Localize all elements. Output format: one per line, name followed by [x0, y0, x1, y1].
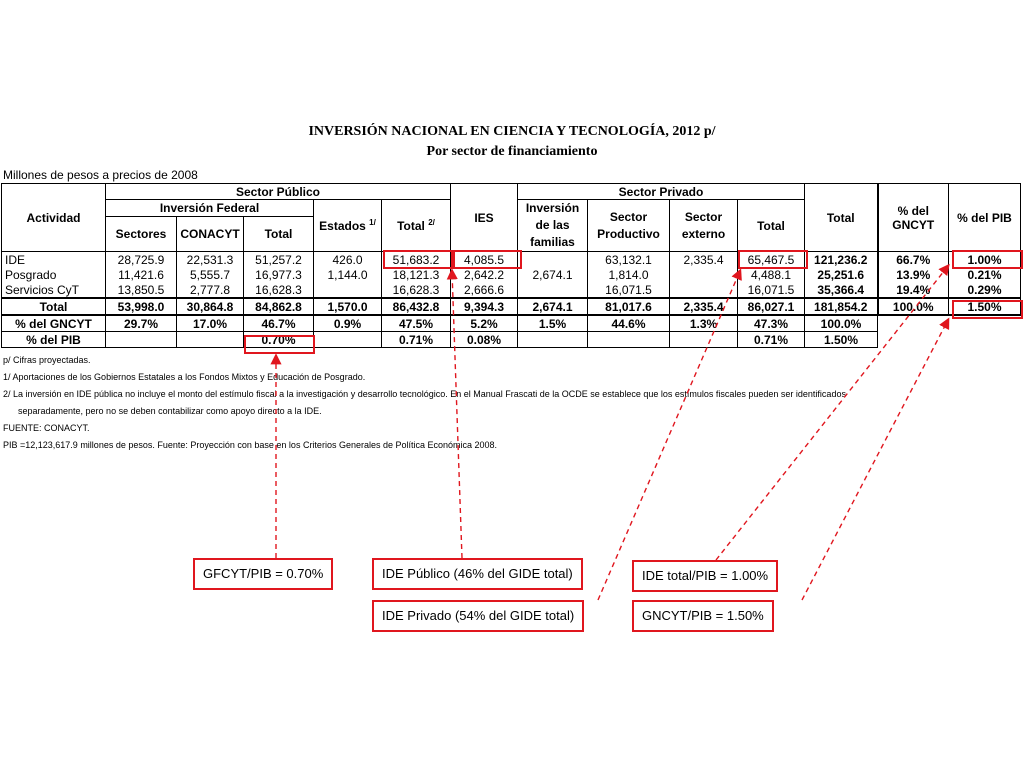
table-cell: 0.08% — [451, 332, 518, 348]
table-cell: 51,257.2 — [244, 252, 314, 268]
table-cell: 0.70% — [244, 332, 314, 348]
row-label-posgrado: Posgrado — [2, 267, 106, 282]
footnote-2-cont: separadamente, pero no se deben contabilizar como apoyo directo a la IDE. — [18, 406, 322, 416]
row-label-pct-gncyt: % del GNCYT — [2, 315, 106, 332]
table-cell: 0.29% — [949, 282, 1021, 298]
table-cell: 47.5% — [382, 315, 451, 332]
table-cell: 2,335.4 — [670, 252, 738, 268]
table-cell: 65,467.5 — [738, 252, 805, 268]
table-cell: 86,027.1 — [738, 298, 805, 315]
header-sector-productivo: Sector Productivo — [588, 200, 670, 252]
header-actividad: Actividad — [2, 184, 106, 252]
table-cell: 35,366.4 — [805, 282, 878, 298]
footnote-1: 1/ Aportaciones de los Gobiernos Estatales a los Fondos Mixtos y Educación de Posgrado. — [3, 372, 366, 382]
table-cell: 16,628.3 — [244, 282, 314, 298]
table-cell: 13,850.5 — [106, 282, 177, 298]
header-total-publico: Total $^{2/}$ — [382, 200, 451, 252]
table-cell: 30,864.8 — [177, 298, 244, 315]
table-cell: 0.71% — [382, 332, 451, 348]
row-label-servicios: Servicios CyT — [2, 282, 106, 298]
header-sector-publico: Sector Público — [106, 184, 451, 200]
header-total-federal: Total — [244, 217, 314, 252]
table-cell: 18,121.3 — [382, 267, 451, 282]
table-cell: 2,777.8 — [177, 282, 244, 298]
header-inversion-familias: Inversión de las familias — [518, 200, 588, 252]
footnote-p: p/ Cifras proyectadas. — [3, 355, 91, 365]
table-cell: 16,071.5 — [588, 282, 670, 298]
header-total-privado: Total — [738, 200, 805, 252]
table-cell: 81,017.6 — [588, 298, 670, 315]
table-cell: 29.7% — [106, 315, 177, 332]
table-cell: 11,421.6 — [106, 267, 177, 282]
header-inversion-federal: Inversión Federal — [106, 200, 314, 217]
row-label-ide: IDE — [2, 252, 106, 268]
callout-ide-publico: IDE Público (46% del GIDE total) — [372, 558, 583, 590]
table-cell: 4,085.5 — [451, 252, 518, 268]
table-cell: 0.21% — [949, 267, 1021, 282]
table-cell: 25,251.6 — [805, 267, 878, 282]
table-cell: 100.0% — [878, 298, 949, 315]
table-cell: 2,335.4 — [670, 298, 738, 315]
table-cell: 5.2% — [451, 315, 518, 332]
callout-gfcyt-pib: GFCYT/PIB = 0.70% — [193, 558, 333, 590]
table-cell: 4,488.1 — [738, 267, 805, 282]
table-cell: 66.7% — [878, 252, 949, 268]
table-cell: 53,998.0 — [106, 298, 177, 315]
header-sector-privado: Sector Privado — [518, 184, 805, 200]
header-pct-gncyt: % del GNCYT — [878, 184, 949, 252]
table-cell: 2,666.6 — [451, 282, 518, 298]
header-total-general: Total — [805, 184, 878, 252]
table-cell: 5,555.7 — [177, 267, 244, 282]
table-cell: 1.50% — [949, 298, 1021, 315]
callout-ide-privado: IDE Privado (54% del GIDE total) — [372, 600, 584, 632]
table-cell: 63,132.1 — [588, 252, 670, 268]
page-subtitle: Por sector de financiamiento — [426, 144, 598, 159]
footnote-pib: PIB =12,123,617.9 millones de pesos. Fuente: Proyección con base en los Criterios Generales de Política Económica 2008. — [3, 440, 498, 450]
table-cell: 22,531.3 — [177, 252, 244, 268]
table-cell: 426.0 — [314, 252, 382, 268]
callout-gncyt-pib: GNCYT/PIB = 1.50% — [632, 600, 774, 632]
header-conacyt: CONACYT — [177, 217, 244, 252]
row-label-total: Total — [2, 298, 106, 315]
table-cell: 44.6% — [588, 315, 670, 332]
table-cell: 16,071.5 — [738, 282, 805, 298]
table-cell: 2,674.1 — [518, 298, 588, 315]
table-cell: 17.0% — [177, 315, 244, 332]
header-sectores: Sectores — [106, 217, 177, 252]
table-cell: 1.3% — [670, 315, 738, 332]
table-cell: 51,683.2 — [382, 252, 451, 268]
header-sector-externo: Sector externo — [670, 200, 738, 252]
table-cell: 2,674.1 — [518, 267, 588, 282]
table-cell: 181,854.2 — [805, 298, 878, 315]
table-cell: 47.3% — [738, 315, 805, 332]
header-pct-pib: % del PIB — [949, 184, 1021, 252]
table-cell: 16,977.3 — [244, 267, 314, 282]
table-cell: 1.00% — [949, 252, 1021, 268]
table-cell: 86,432.8 — [382, 298, 451, 315]
table-cell: 0.71% — [738, 332, 805, 348]
header-estados: Estados $^{1/}$ — [314, 200, 382, 252]
table-cell: 13.9% — [878, 267, 949, 282]
table-cell: 9,394.3 — [451, 298, 518, 315]
footnote-2: 2/ La inversión en IDE pública no incluye el monto del estímulo fiscal a la investigación y desarrollo tecnológico. En el Manual Frascati de la OCDE se establece que los estímulos fiscales pueden ser identificados — [3, 389, 846, 399]
table-cell: 100.0% — [805, 315, 878, 332]
table-cell: 2,642.2 — [451, 267, 518, 282]
row-label-pct-pib: % del PIB — [2, 332, 106, 348]
table-cell: 16,628.3 — [382, 282, 451, 298]
table-cell: 121,236.2 — [805, 252, 878, 268]
table-cell: 1,144.0 — [314, 267, 382, 282]
table-cell: 19.4% — [878, 282, 949, 298]
page-title: INVERSIÓN NACIONAL EN CIENCIA Y TECNOLOGÍA, 2012 p/ — [308, 124, 716, 139]
callout-ide-total-pib: IDE total/PIB = 1.00% — [632, 560, 778, 592]
table-cell: 84,862.8 — [244, 298, 314, 315]
table-cell: 1.50% — [805, 332, 878, 348]
table-cell: 1,570.0 — [314, 298, 382, 315]
table-cell: 46.7% — [244, 315, 314, 332]
table-cell: 1,814.0 — [588, 267, 670, 282]
table-cell: 28,725.9 — [106, 252, 177, 268]
unit-note: Millones de pesos a precios de 2008 — [3, 168, 198, 182]
table-cell: 0.9% — [314, 315, 382, 332]
table-cell: 1.5% — [518, 315, 588, 332]
footnote-fuente: FUENTE: CONACYT. — [3, 423, 90, 433]
header-ies: IES — [451, 184, 518, 252]
